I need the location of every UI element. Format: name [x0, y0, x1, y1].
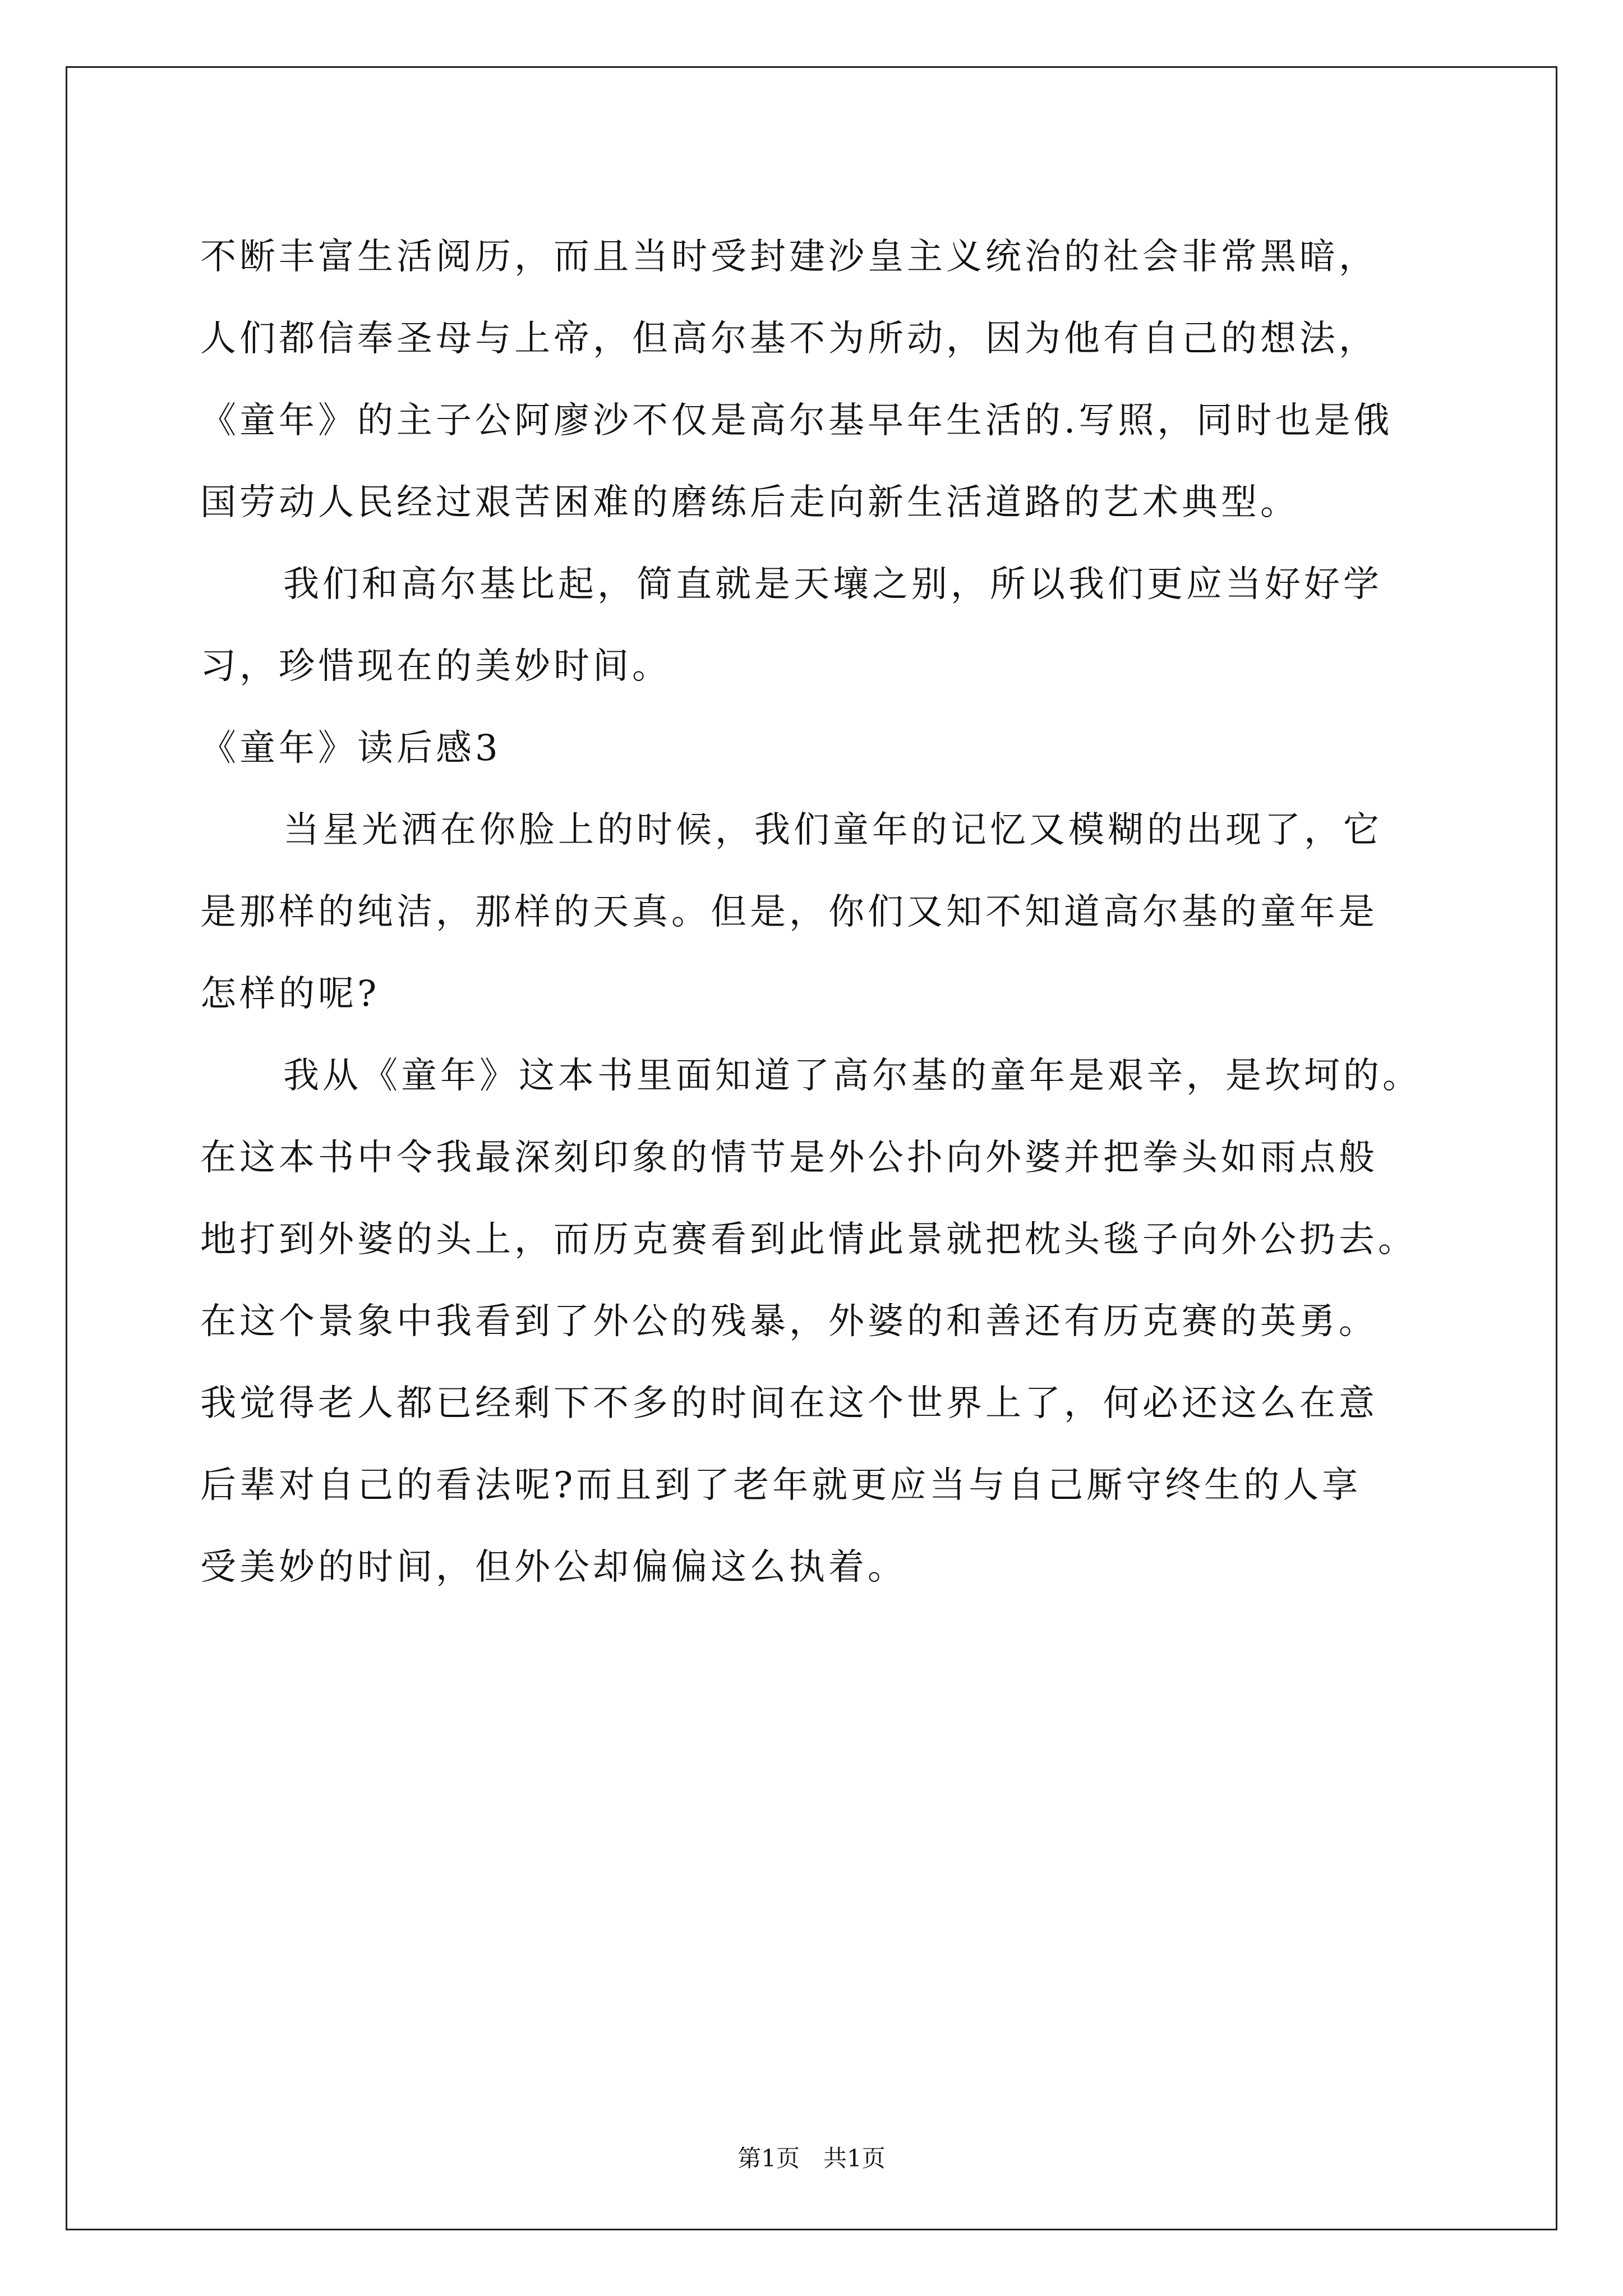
- paragraph-start-line: 当星光洒在你脸上的时候，我们童年的记忆又模糊的出现了，它: [283, 809, 1382, 851]
- text-line: 怎样的呢?: [200, 973, 380, 1015]
- text-line: 《童年》的主子公阿廖沙不仅是高尔基早年生活的.写照，同时也是俄: [200, 400, 1393, 441]
- paragraph-start-line: 我们和高尔基比起，简直就是天壤之别，所以我们更应当好好学: [283, 564, 1382, 605]
- text-line: 习，珍惜现在的美妙时间。: [200, 646, 671, 687]
- text-line: 是那样的纯洁，那样的天真。但是，你们又知不知道高尔基的童年是: [200, 891, 1378, 933]
- text-line: 后辈对自己的看法呢?而且到了老年就更应当与自己厮守终生的人享: [200, 1465, 1362, 1506]
- text-line: 国劳动人民经过艰苦困难的磨练后走向新生活道路的艺术典型。: [200, 482, 1299, 523]
- text-line: 人们都信奉圣母与上帝，但高尔基不为所动，因为他有自己的想法，: [200, 318, 1378, 360]
- text-line: 地打到外婆的头上，而历克赛看到此情此景就把枕头毯子向外公扔去。: [200, 1219, 1417, 1260]
- text-line: 受美妙的时间，但外公却偏偏这么执着。: [200, 1547, 907, 1588]
- text-line: 我觉得老人都已经剩下不多的时间在这个世界上了，何必还这么在意: [200, 1383, 1378, 1424]
- section-heading: 《童年》读后感3: [200, 728, 501, 769]
- text-line: 不断丰富生活阅历，而且当时受封建沙皇主义统治的社会非常黑暗，: [200, 236, 1378, 278]
- text-line: 在这个景象中我看到了外公的残暴，外婆的和善还有历克赛的英勇。: [200, 1301, 1378, 1342]
- paragraph-start-line: 我从《童年》这本书里面知道了高尔基的童年是艰辛，是坎坷的。: [283, 1055, 1422, 1097]
- page-number-footer: 第1页 共1页: [737, 2145, 886, 2172]
- text-line: 在这本书中令我最深刻印象的情节是外公扑向外婆并把拳头如雨点般: [200, 1137, 1378, 1179]
- document-body: [200, 216, 1434, 1608]
